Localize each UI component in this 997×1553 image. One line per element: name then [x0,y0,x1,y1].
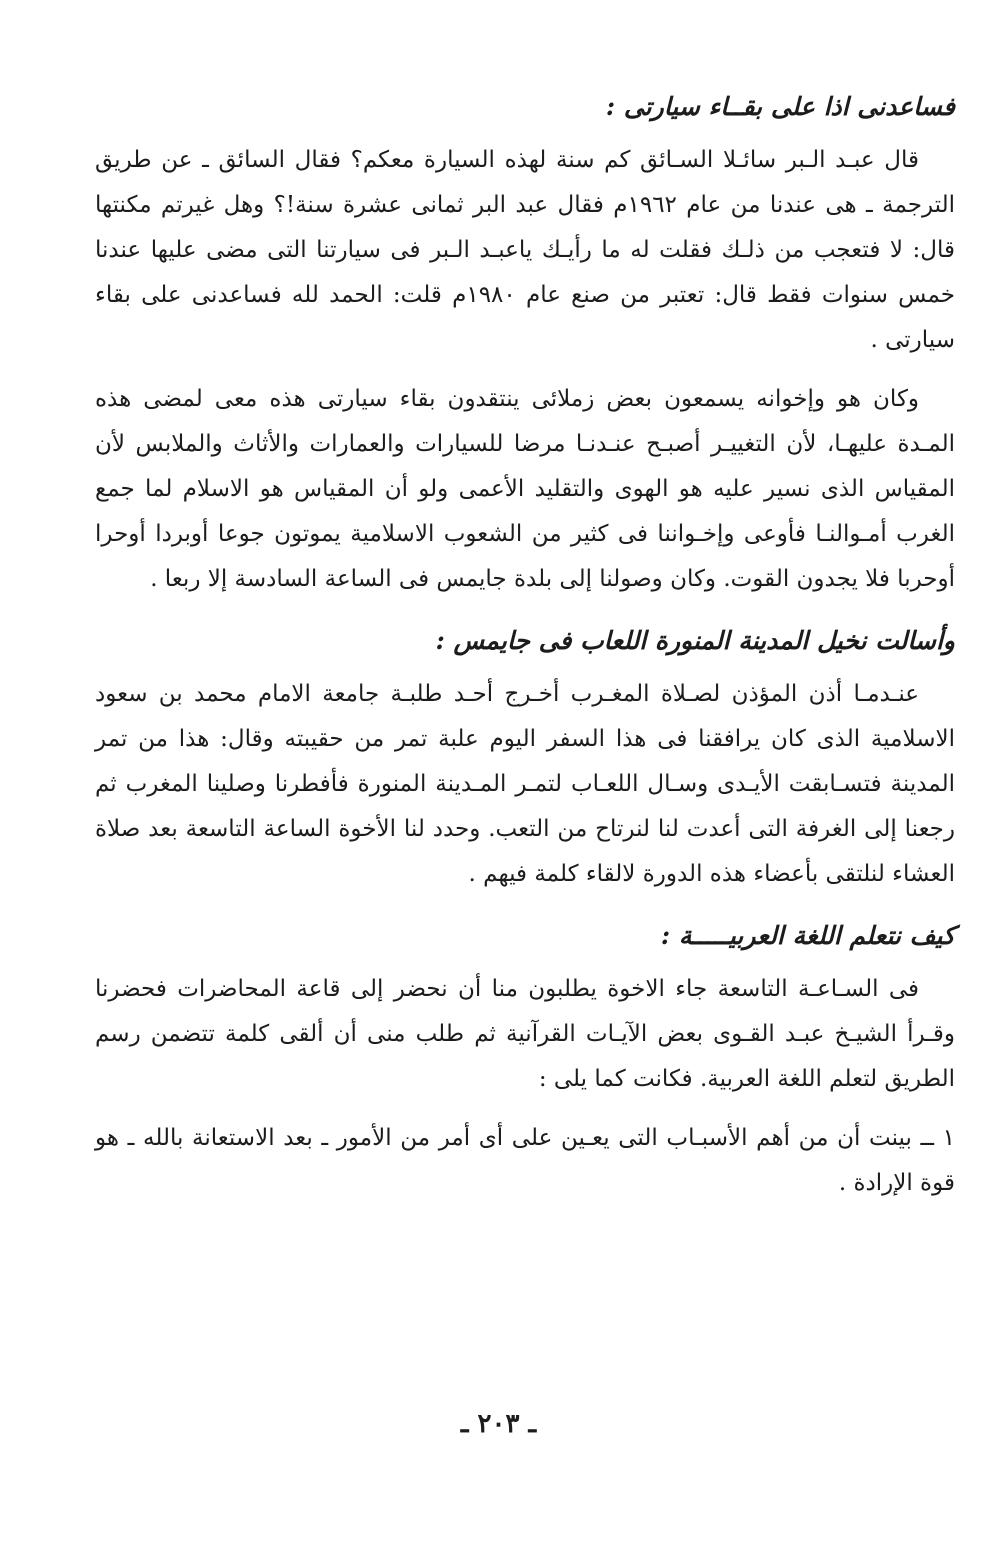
section-heading-3: كيف نتعلم اللغة العربيـــــة : [660,921,955,950]
section-heading-2: وأسالت نخيل المدينة المنورة اللعاب فى جايمس : [435,626,955,655]
section-heading-1: فساعدنى اذا على بقــاء سيارتى : [605,92,955,121]
paragraph-1: قال عبـد الـبر سائـلا السـائق كم سنة لهذه السيارة معكم؟ فقال السائق ـ عن طريق الترجمة ـ هى عندنا من عام ١٩٦٢م فقال عبد البر ثمانى عشرة سنة!؟ وهل غيرتم مكنتها قال: لا فتعجب من ذلـك فقلت له ما رأيـك ياعبـد الـبر فى سيارتنا التى مضى عليها عندنا خمس سنوات فقط قال: تعتبر من صنع عام ١٩٨٠م قلت: الحمد لله فساعدنى على بقاء سيارتى . [95,147,956,353]
numbered-item-1: ١ ــ بينت أن من أهم الأسبـاب التى يعـين على أى أمر من الأمور ـ بعد الاستعانة بالله ـ هو قوة الإرادة . [95,1125,955,1196]
page-number: ـ ٢٠٣ ـ [460,1409,537,1439]
paragraph-3: عنـدمـا أذن المؤذن لصـلاة المغـرب أخـرج أحـد طلبـة جامعة الامام محمد بن سعود الاسلامية الذى كان يرافقنا فى هذا السفر اليوم علبة تمر من حقيبته وقال: هذا من تمر المدينة فتسـابقت الأيـدى وسـال اللعـاب لتمـر المـدينة المنورة فأفطرنا وصلينا المغرب ثم رجعنا إلى الغرفة التى أعدت لنا لنرتاح من التعب. وحدد لنا الأخوة الساعة التاسعة بعد صلاة العشاء لنلتقى بأعضاء هذه الدورة لالقاء كلمة فيهم . [95,681,955,887]
paragraph-2: وكان هو وإخوانه يسمعون بعض زملائى ينتقدون بقاء سيارتى هذه معى لمضى هذه المـدة عليهـا، لأن التغييـر أصبـح عنـدنـا مرضا للسيارات والعمارات والأثاث والملابس لأن المقياس الذى نسير عليه هو الهوى والتقليد الأعمى ولو أن المقياس هو الاسلام لما جمع الغرب أمـوالنـا فأوعى وإخـواننا فى كثير من الشعوب الاسلامية يموتون جوعا أوبردا أوحرا أوحربا فلا يجدون القوت. وكان وصولنا إلى بلدة جايمس فى الساعة السادسة إلا ربعا . [95,386,955,592]
paragraph-4: فى السـاعـة التاسعة جاء الاخوة يطلبون منا أن نحضر إلى قاعة المحاضرات فحضرنا وقـرأ الشيـخ عبـد القـوى بعض الآيـات القرآنية ثم طلب منى أن ألقى كلمة تتضمن رسم الطريق لتعلم اللغة العربية. فكانت كما يلى : [95,976,955,1092]
page-content [95,88,955,1220]
